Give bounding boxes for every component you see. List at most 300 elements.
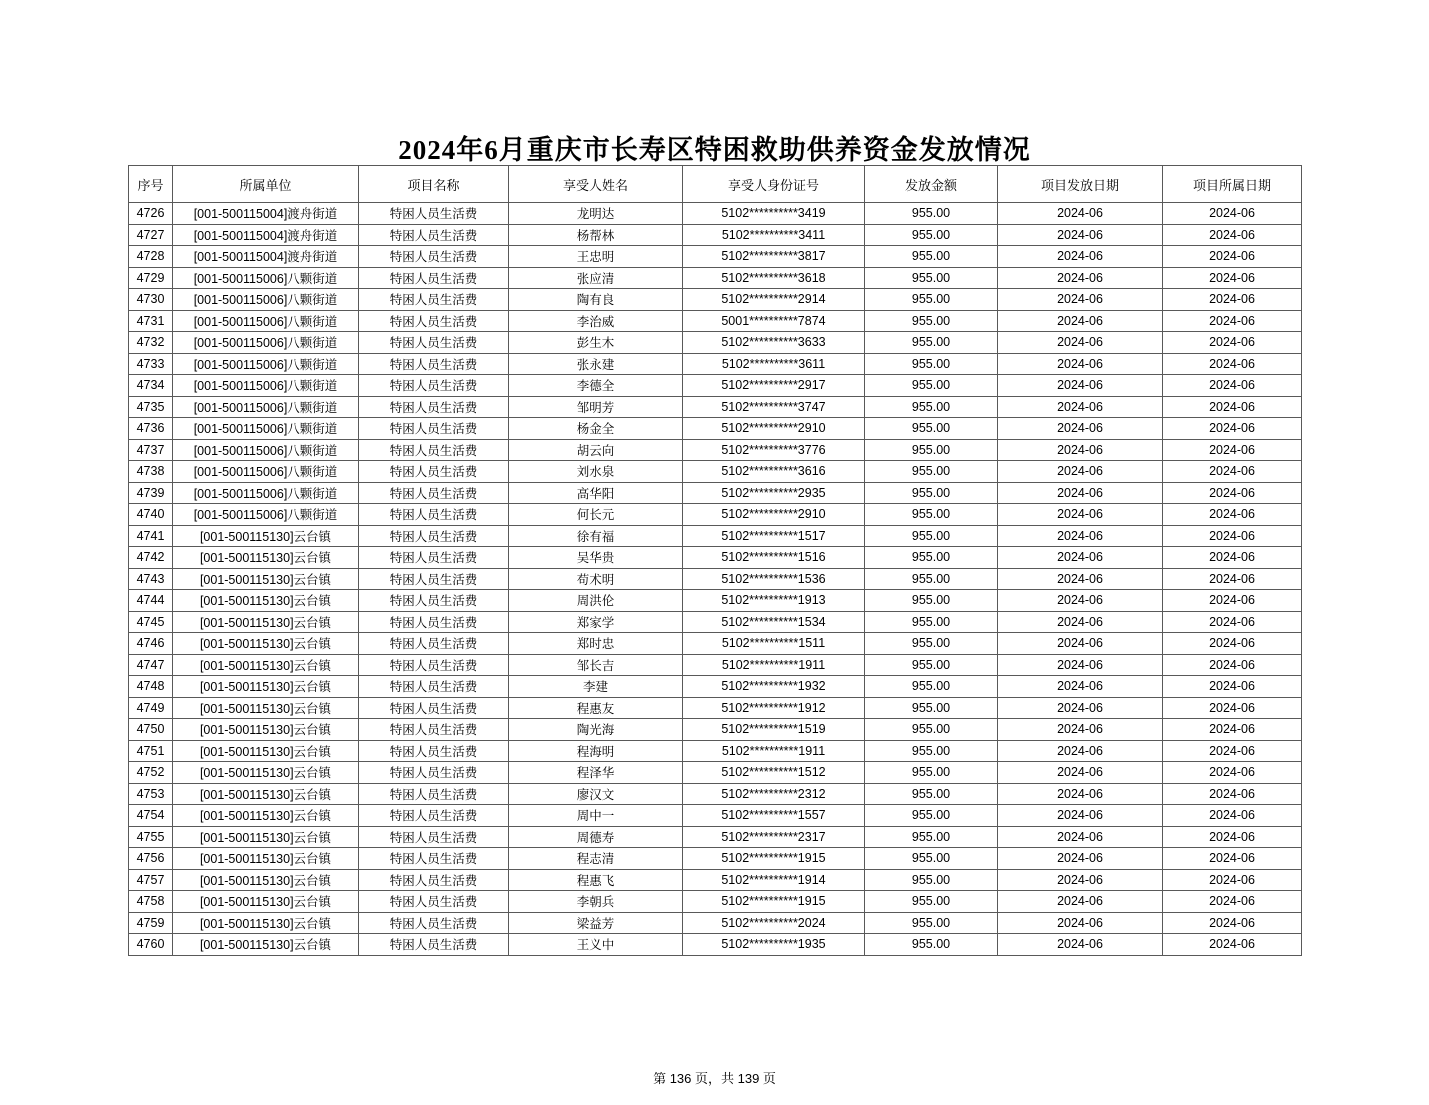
cell-seq: 4744 (129, 590, 173, 612)
cell-issue-date: 2024-06 (998, 740, 1163, 762)
table-row (129, 310, 1302, 332)
cell-seq: 4757 (129, 869, 173, 891)
cell-unit: [001-500115130]云台镇 (173, 547, 359, 569)
cell-amount: 955.00 (865, 891, 998, 913)
cell-project: 特困人员生活费 (359, 568, 509, 590)
table-row (129, 482, 1302, 504)
cell-period-date: 2024-06 (1163, 934, 1302, 956)
cell-period-date: 2024-06 (1163, 568, 1302, 590)
cell-seq: 4737 (129, 439, 173, 461)
cell-project: 特困人员生活费 (359, 934, 509, 956)
cell-name: 胡云向 (509, 439, 683, 461)
cell-name: 李建 (509, 676, 683, 698)
cell-name: 陶光海 (509, 719, 683, 741)
table-row (129, 805, 1302, 827)
cell-issue-date: 2024-06 (998, 461, 1163, 483)
table-row (129, 611, 1302, 633)
cell-project: 特困人员生活费 (359, 246, 509, 268)
cell-seq: 4755 (129, 826, 173, 848)
cell-project: 特困人员生活费 (359, 439, 509, 461)
cell-name: 张永建 (509, 353, 683, 375)
cell-amount: 955.00 (865, 396, 998, 418)
cell-seq: 4742 (129, 547, 173, 569)
cell-amount: 955.00 (865, 375, 998, 397)
cell-period-date: 2024-06 (1163, 740, 1302, 762)
table-row (129, 418, 1302, 440)
cell-unit: [001-500115130]云台镇 (173, 697, 359, 719)
cell-id-number: 5102**********1511 (683, 633, 865, 655)
cell-seq: 4753 (129, 783, 173, 805)
cell-unit: [001-500115130]云台镇 (173, 783, 359, 805)
table-row (129, 676, 1302, 698)
cell-period-date: 2024-06 (1163, 762, 1302, 784)
cell-amount: 955.00 (865, 740, 998, 762)
cell-amount: 955.00 (865, 568, 998, 590)
cell-name: 廖汉文 (509, 783, 683, 805)
cell-issue-date: 2024-06 (998, 353, 1163, 375)
cell-unit: [001-500115130]云台镇 (173, 590, 359, 612)
cell-issue-date: 2024-06 (998, 246, 1163, 268)
cell-period-date: 2024-06 (1163, 697, 1302, 719)
cell-id-number: 5102**********2914 (683, 289, 865, 311)
cell-project: 特困人员生活费 (359, 332, 509, 354)
cell-amount: 955.00 (865, 826, 998, 848)
cell-id-number: 5102**********2910 (683, 504, 865, 526)
cell-project: 特困人员生活费 (359, 353, 509, 375)
cell-amount: 955.00 (865, 525, 998, 547)
cell-project: 特困人员生活费 (359, 826, 509, 848)
cell-amount: 955.00 (865, 912, 998, 934)
cell-unit: [001-500115130]云台镇 (173, 934, 359, 956)
cell-issue-date: 2024-06 (998, 676, 1163, 698)
cell-id-number: 5102**********1911 (683, 654, 865, 676)
cell-issue-date: 2024-06 (998, 633, 1163, 655)
cell-name: 周中一 (509, 805, 683, 827)
cell-seq: 4758 (129, 891, 173, 913)
cell-project: 特困人员生活费 (359, 654, 509, 676)
cell-issue-date: 2024-06 (998, 482, 1163, 504)
cell-issue-date: 2024-06 (998, 805, 1163, 827)
cell-name: 吴华贵 (509, 547, 683, 569)
cell-project: 特困人员生活费 (359, 912, 509, 934)
cell-unit: [001-500115130]云台镇 (173, 869, 359, 891)
cell-project: 特困人员生活费 (359, 310, 509, 332)
cell-issue-date: 2024-06 (998, 590, 1163, 612)
cell-unit: [001-500115006]八颗街道 (173, 504, 359, 526)
cell-amount: 955.00 (865, 611, 998, 633)
cell-period-date: 2024-06 (1163, 547, 1302, 569)
cell-unit: [001-500115006]八颗街道 (173, 310, 359, 332)
cell-project: 特困人员生活费 (359, 590, 509, 612)
cell-name: 程志清 (509, 848, 683, 870)
cell-period-date: 2024-06 (1163, 375, 1302, 397)
cell-period-date: 2024-06 (1163, 396, 1302, 418)
cell-unit: [001-500115130]云台镇 (173, 762, 359, 784)
cell-unit: [001-500115006]八颗街道 (173, 375, 359, 397)
cell-unit: [001-500115006]八颗街道 (173, 289, 359, 311)
cell-id-number: 5102**********1512 (683, 762, 865, 784)
cell-unit: [001-500115006]八颗街道 (173, 461, 359, 483)
table-row (129, 912, 1302, 934)
cell-id-number: 5102**********1912 (683, 697, 865, 719)
cell-issue-date: 2024-06 (998, 762, 1163, 784)
cell-id-number: 5102**********1935 (683, 934, 865, 956)
cell-unit: [001-500115130]云台镇 (173, 676, 359, 698)
cell-period-date: 2024-06 (1163, 912, 1302, 934)
cell-amount: 955.00 (865, 439, 998, 461)
cell-period-date: 2024-06 (1163, 461, 1302, 483)
cell-period-date: 2024-06 (1163, 482, 1302, 504)
cell-unit: [001-500115130]云台镇 (173, 525, 359, 547)
cell-seq: 4734 (129, 375, 173, 397)
cell-issue-date: 2024-06 (998, 203, 1163, 225)
cell-seq: 4733 (129, 353, 173, 375)
cell-amount: 955.00 (865, 869, 998, 891)
cell-seq: 4749 (129, 697, 173, 719)
table-row (129, 332, 1302, 354)
cell-period-date: 2024-06 (1163, 504, 1302, 526)
table-row (129, 525, 1302, 547)
cell-name: 梁益芳 (509, 912, 683, 934)
cell-project: 特困人员生活费 (359, 697, 509, 719)
table-row (129, 504, 1302, 526)
cell-period-date: 2024-06 (1163, 805, 1302, 827)
cell-unit: [001-500115006]八颗街道 (173, 353, 359, 375)
table-header-row (129, 166, 1302, 203)
cell-unit: [001-500115130]云台镇 (173, 654, 359, 676)
cell-name: 何长元 (509, 504, 683, 526)
cell-name: 王义中 (509, 934, 683, 956)
cell-amount: 955.00 (865, 805, 998, 827)
cell-seq: 4732 (129, 332, 173, 354)
cell-name: 程惠友 (509, 697, 683, 719)
cell-id-number: 5102**********3633 (683, 332, 865, 354)
cell-unit: [001-500115130]云台镇 (173, 568, 359, 590)
cell-id-number: 5102**********1915 (683, 891, 865, 913)
cell-issue-date: 2024-06 (998, 267, 1163, 289)
cell-id-number: 5102**********1913 (683, 590, 865, 612)
cell-name: 郑时忠 (509, 633, 683, 655)
cell-seq: 4760 (129, 934, 173, 956)
cell-unit: [001-500115006]八颗街道 (173, 482, 359, 504)
cell-name: 陶有良 (509, 289, 683, 311)
cell-id-number: 5102**********1534 (683, 611, 865, 633)
cell-amount: 955.00 (865, 783, 998, 805)
table-row (129, 224, 1302, 246)
cell-seq: 4730 (129, 289, 173, 311)
column-header-project: 项目名称 (359, 166, 509, 203)
cell-seq: 4738 (129, 461, 173, 483)
cell-amount: 955.00 (865, 418, 998, 440)
cell-seq: 4741 (129, 525, 173, 547)
cell-id-number: 5102**********3411 (683, 224, 865, 246)
table-row (129, 461, 1302, 483)
cell-issue-date: 2024-06 (998, 826, 1163, 848)
cell-name: 王忠明 (509, 246, 683, 268)
cell-period-date: 2024-06 (1163, 525, 1302, 547)
cell-amount: 955.00 (865, 676, 998, 698)
cell-amount: 955.00 (865, 289, 998, 311)
table-row (129, 353, 1302, 375)
cell-project: 特困人员生活费 (359, 805, 509, 827)
table-row (129, 719, 1302, 741)
cell-project: 特困人员生活费 (359, 203, 509, 225)
cell-amount: 955.00 (865, 697, 998, 719)
cell-unit: [001-500115004]渡舟街道 (173, 203, 359, 225)
cell-period-date: 2024-06 (1163, 224, 1302, 246)
cell-id-number: 5102**********1517 (683, 525, 865, 547)
cell-unit: [001-500115130]云台镇 (173, 633, 359, 655)
cell-seq: 4745 (129, 611, 173, 633)
cell-id-number: 5102**********1536 (683, 568, 865, 590)
cell-id-number: 5102**********1915 (683, 848, 865, 870)
cell-amount: 955.00 (865, 482, 998, 504)
cell-period-date: 2024-06 (1163, 203, 1302, 225)
cell-project: 特困人员生活费 (359, 891, 509, 913)
cell-id-number: 5102**********3618 (683, 267, 865, 289)
cell-name: 高华阳 (509, 482, 683, 504)
cell-amount: 955.00 (865, 353, 998, 375)
cell-project: 特困人员生活费 (359, 783, 509, 805)
cell-id-number: 5102**********1911 (683, 740, 865, 762)
cell-project: 特困人员生活费 (359, 547, 509, 569)
cell-id-number: 5001**********7874 (683, 310, 865, 332)
cell-period-date: 2024-06 (1163, 783, 1302, 805)
cell-id-number: 5102**********2312 (683, 783, 865, 805)
cell-id-number: 5102**********3616 (683, 461, 865, 483)
cell-issue-date: 2024-06 (998, 332, 1163, 354)
cell-amount: 955.00 (865, 547, 998, 569)
table-row (129, 203, 1302, 225)
cell-issue-date: 2024-06 (998, 310, 1163, 332)
cell-id-number: 5102**********2917 (683, 375, 865, 397)
cell-id-number: 5102**********3419 (683, 203, 865, 225)
table-row (129, 375, 1302, 397)
cell-id-number: 5102**********2935 (683, 482, 865, 504)
cell-project: 特困人员生活费 (359, 719, 509, 741)
cell-unit: [001-500115130]云台镇 (173, 611, 359, 633)
cell-issue-date: 2024-06 (998, 654, 1163, 676)
cell-issue-date: 2024-06 (998, 719, 1163, 741)
cell-seq: 4743 (129, 568, 173, 590)
cell-seq: 4736 (129, 418, 173, 440)
table-row (129, 590, 1302, 612)
cell-id-number: 5102**********3817 (683, 246, 865, 268)
cell-id-number: 5102**********1914 (683, 869, 865, 891)
table-row (129, 267, 1302, 289)
cell-issue-date: 2024-06 (998, 375, 1163, 397)
cell-period-date: 2024-06 (1163, 611, 1302, 633)
cell-unit: [001-500115130]云台镇 (173, 848, 359, 870)
cell-seq: 4752 (129, 762, 173, 784)
cell-unit: [001-500115130]云台镇 (173, 719, 359, 741)
cell-project: 特困人员生活费 (359, 267, 509, 289)
cell-seq: 4728 (129, 246, 173, 268)
cell-issue-date: 2024-06 (998, 504, 1163, 526)
cell-issue-date: 2024-06 (998, 224, 1163, 246)
cell-project: 特困人员生活费 (359, 633, 509, 655)
cell-amount: 955.00 (865, 719, 998, 741)
cell-project: 特困人员生活费 (359, 418, 509, 440)
cell-id-number: 5102**********3611 (683, 353, 865, 375)
cell-issue-date: 2024-06 (998, 869, 1163, 891)
table-row (129, 289, 1302, 311)
cell-period-date: 2024-06 (1163, 891, 1302, 913)
cell-project: 特困人员生活费 (359, 482, 509, 504)
cell-id-number: 5102**********1516 (683, 547, 865, 569)
cell-seq: 4740 (129, 504, 173, 526)
cell-seq: 4747 (129, 654, 173, 676)
column-header-name: 享受人姓名 (509, 166, 683, 203)
cell-seq: 4751 (129, 740, 173, 762)
cell-amount: 955.00 (865, 310, 998, 332)
cell-id-number: 5102**********2024 (683, 912, 865, 934)
cell-period-date: 2024-06 (1163, 848, 1302, 870)
table-row (129, 826, 1302, 848)
cell-amount: 955.00 (865, 848, 998, 870)
cell-project: 特困人员生活费 (359, 289, 509, 311)
cell-project: 特困人员生活费 (359, 375, 509, 397)
cell-unit: [001-500115130]云台镇 (173, 740, 359, 762)
cell-issue-date: 2024-06 (998, 439, 1163, 461)
cell-project: 特困人员生活费 (359, 611, 509, 633)
cell-project: 特困人员生活费 (359, 396, 509, 418)
cell-seq: 4750 (129, 719, 173, 741)
cell-issue-date: 2024-06 (998, 396, 1163, 418)
cell-project: 特困人员生活费 (359, 525, 509, 547)
cell-name: 苟术明 (509, 568, 683, 590)
cell-issue-date: 2024-06 (998, 934, 1163, 956)
cell-name: 周德寿 (509, 826, 683, 848)
cell-period-date: 2024-06 (1163, 676, 1302, 698)
cell-amount: 955.00 (865, 203, 998, 225)
cell-issue-date: 2024-06 (998, 547, 1163, 569)
cell-period-date: 2024-06 (1163, 869, 1302, 891)
cell-amount: 955.00 (865, 633, 998, 655)
cell-project: 特困人员生活费 (359, 676, 509, 698)
page-title: 2024年6月重庆市长寿区特困救助供养资金发放情况 (398, 135, 1031, 165)
column-header-issue-date: 项目发放日期 (998, 166, 1163, 203)
cell-unit: [001-500115006]八颗街道 (173, 396, 359, 418)
cell-seq: 4754 (129, 805, 173, 827)
cell-issue-date: 2024-06 (998, 611, 1163, 633)
cell-name: 程惠飞 (509, 869, 683, 891)
cell-period-date: 2024-06 (1163, 289, 1302, 311)
cell-period-date: 2024-06 (1163, 826, 1302, 848)
cell-project: 特困人员生活费 (359, 762, 509, 784)
cell-unit: [001-500115130]云台镇 (173, 891, 359, 913)
cell-amount: 955.00 (865, 224, 998, 246)
cell-project: 特困人员生活费 (359, 504, 509, 526)
column-header-id-number: 享受人身份证号 (683, 166, 865, 203)
cell-amount: 955.00 (865, 654, 998, 676)
cell-project: 特困人员生活费 (359, 869, 509, 891)
table-row (129, 568, 1302, 590)
cell-amount: 955.00 (865, 762, 998, 784)
column-header-amount: 发放金额 (865, 166, 998, 203)
cell-name: 李德全 (509, 375, 683, 397)
table-row (129, 396, 1302, 418)
cell-id-number: 5102**********1932 (683, 676, 865, 698)
cell-seq: 4748 (129, 676, 173, 698)
table-row (129, 783, 1302, 805)
cell-name: 杨帮林 (509, 224, 683, 246)
cell-name: 徐有福 (509, 525, 683, 547)
cell-name: 郑家学 (509, 611, 683, 633)
cell-unit: [001-500115006]八颗街道 (173, 267, 359, 289)
table-row (129, 869, 1302, 891)
page-number: 第 136 页，共 139 页 (653, 1071, 776, 1086)
cell-issue-date: 2024-06 (998, 891, 1163, 913)
cell-id-number: 5102**********1557 (683, 805, 865, 827)
cell-amount: 955.00 (865, 246, 998, 268)
cell-seq: 4727 (129, 224, 173, 246)
cell-unit: [001-500115004]渡舟街道 (173, 246, 359, 268)
cell-issue-date: 2024-06 (998, 697, 1163, 719)
cell-issue-date: 2024-06 (998, 418, 1163, 440)
table-row (129, 891, 1302, 913)
cell-period-date: 2024-06 (1163, 590, 1302, 612)
cell-amount: 955.00 (865, 590, 998, 612)
table-row (129, 547, 1302, 569)
cell-seq: 4759 (129, 912, 173, 934)
cell-project: 特困人员生活费 (359, 848, 509, 870)
cell-period-date: 2024-06 (1163, 654, 1302, 676)
cell-unit: [001-500115006]八颗街道 (173, 418, 359, 440)
cell-issue-date: 2024-06 (998, 912, 1163, 934)
cell-name: 邹明芳 (509, 396, 683, 418)
cell-seq: 4746 (129, 633, 173, 655)
cell-amount: 955.00 (865, 504, 998, 526)
cell-seq: 4731 (129, 310, 173, 332)
cell-name: 李朝兵 (509, 891, 683, 913)
cell-issue-date: 2024-06 (998, 525, 1163, 547)
table-row (129, 654, 1302, 676)
cell-issue-date: 2024-06 (998, 848, 1163, 870)
cell-period-date: 2024-06 (1163, 310, 1302, 332)
cell-name: 杨金全 (509, 418, 683, 440)
cell-project: 特困人员生活费 (359, 740, 509, 762)
cell-id-number: 5102**********1519 (683, 719, 865, 741)
table-row (129, 934, 1302, 956)
cell-seq: 4735 (129, 396, 173, 418)
cell-seq: 4739 (129, 482, 173, 504)
cell-name: 刘水泉 (509, 461, 683, 483)
cell-project: 特困人员生活费 (359, 461, 509, 483)
cell-seq: 4756 (129, 848, 173, 870)
cell-unit: [001-500115130]云台镇 (173, 826, 359, 848)
cell-name: 彭生木 (509, 332, 683, 354)
cell-amount: 955.00 (865, 332, 998, 354)
cell-issue-date: 2024-06 (998, 568, 1163, 590)
cell-id-number: 5102**********2317 (683, 826, 865, 848)
cell-unit: [001-500115004]渡舟街道 (173, 224, 359, 246)
cell-period-date: 2024-06 (1163, 267, 1302, 289)
cell-period-date: 2024-06 (1163, 332, 1302, 354)
table-row (129, 439, 1302, 461)
cell-id-number: 5102**********3747 (683, 396, 865, 418)
cell-amount: 955.00 (865, 461, 998, 483)
cell-unit: [001-500115006]八颗街道 (173, 332, 359, 354)
column-header-period-date: 项目所属日期 (1163, 166, 1302, 203)
cell-unit: [001-500115130]云台镇 (173, 805, 359, 827)
table-row (129, 246, 1302, 268)
table-row (129, 697, 1302, 719)
cell-name: 龙明达 (509, 203, 683, 225)
cell-name: 程泽华 (509, 762, 683, 784)
payout-table (128, 165, 1302, 956)
cell-issue-date: 2024-06 (998, 289, 1163, 311)
